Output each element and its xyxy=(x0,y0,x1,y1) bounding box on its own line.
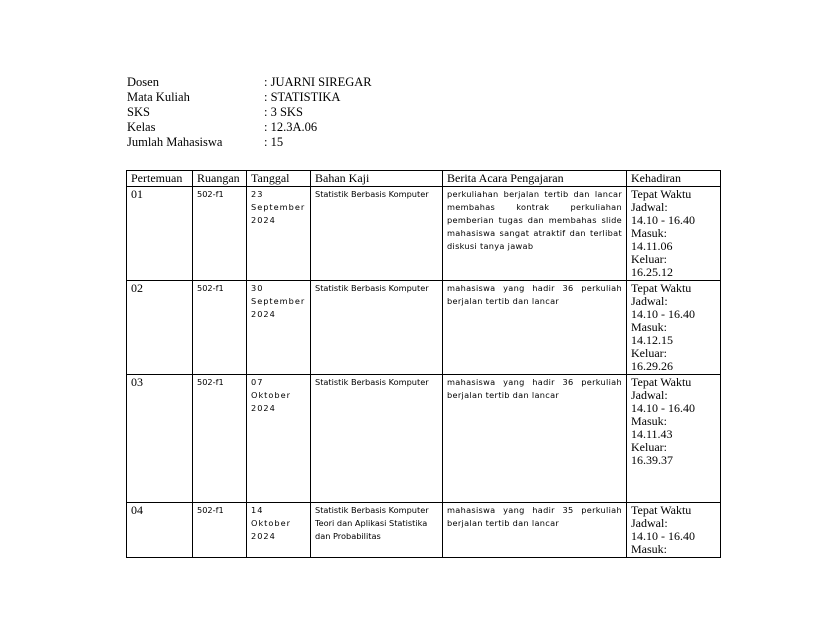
cell-tanggal xyxy=(247,503,311,558)
date-day: 23 xyxy=(251,189,264,199)
info-value: : 15 xyxy=(264,135,284,149)
kehadiran-status: Tepat Waktu xyxy=(631,187,692,201)
bahan-line: Statistik Berbasis Komputer xyxy=(315,377,429,387)
kehadiran-status: Tepat Waktu xyxy=(631,375,692,389)
cell-ruangan: 502-f1 xyxy=(193,281,247,375)
cell-kehadiran xyxy=(627,375,721,503)
date-month: Oktober xyxy=(251,390,292,400)
bahan-line: Statistik Berbasis Komputer xyxy=(315,189,429,199)
table-header-row xyxy=(127,171,721,187)
kehadiran-line: Masuk: xyxy=(631,414,667,428)
info-value: : 12.3A.06 xyxy=(264,120,318,134)
header-bahan-kaji: Bahan Kaji xyxy=(311,171,443,187)
date-day: 14 xyxy=(251,505,264,515)
cell-berita-acara: mahasiswa yang hadir 36 perkuliah berjalan tertib dan lancar xyxy=(443,375,627,503)
info-label: Mata Kuliah xyxy=(127,90,190,104)
bahan-line: Statistik Berbasis Komputer xyxy=(315,283,429,293)
date-day: 07 xyxy=(251,377,264,387)
cell-ruangan: 502-f1 xyxy=(193,187,247,281)
cell-berita-acara: perkuliahan berjalan tertib dan lancar membahas kontrak perkuliahan pemberian tugas dan membahas slide mahasiswa sangat atraktif dan terlibat diskusi tanya jawab xyxy=(443,187,627,281)
header-berita-acara: Berita Acara Pengajaran xyxy=(443,171,627,187)
table-row xyxy=(127,503,721,558)
kehadiran-status: Tepat Waktu xyxy=(631,281,692,295)
kehadiran-line: 14.11.06 xyxy=(631,239,673,253)
cell-ruangan: 502-f1 xyxy=(193,503,247,558)
header-ruangan: Ruangan xyxy=(193,171,247,187)
cell-tanggal xyxy=(247,187,311,281)
kehadiran-line: Jadwal: xyxy=(631,388,668,402)
cell-tanggal xyxy=(247,281,311,375)
date-month: September xyxy=(251,202,306,212)
table-row xyxy=(127,375,721,503)
info-label: Kelas xyxy=(127,120,156,134)
table-row xyxy=(127,187,721,281)
header-pertemuan: Pertemuan xyxy=(127,171,193,187)
cell-kehadiran xyxy=(627,281,721,375)
cell-ruangan: 502-f1 xyxy=(193,375,247,503)
info-value: : JUARNI SIREGAR xyxy=(264,75,372,89)
header-tanggal: Tanggal xyxy=(247,171,311,187)
bahan-line: Statistik Berbasis Komputer xyxy=(315,505,429,515)
kehadiran-line: 14.10 - 16.40 xyxy=(631,401,695,415)
kehadiran-line: Masuk: xyxy=(631,320,667,334)
info-row-jumlah-mahasiswa xyxy=(127,135,372,150)
kehadiran-line: 14.11.43 xyxy=(631,427,673,441)
cell-pertemuan: 02 xyxy=(127,281,193,375)
kehadiran-line: Keluar: xyxy=(631,252,667,266)
cell-kehadiran xyxy=(627,187,721,281)
date-year: 2024 xyxy=(251,531,276,541)
info-row-mata-kuliah xyxy=(127,90,372,105)
kehadiran-line: 14.10 - 16.40 xyxy=(631,529,695,543)
cell-bahan-kaji xyxy=(311,503,443,558)
bahan-line: Teori dan Aplikasi Statistika xyxy=(315,518,428,528)
kehadiran-status: Tepat Waktu xyxy=(631,503,692,517)
kehadiran-line: 14.10 - 16.40 xyxy=(631,213,695,227)
date-year: 2024 xyxy=(251,215,276,225)
date-month: September xyxy=(251,296,306,306)
info-label: Dosen xyxy=(127,75,159,89)
info-row-dosen xyxy=(127,75,372,90)
cell-pertemuan: 01 xyxy=(127,187,193,281)
kehadiran-line: Masuk: xyxy=(631,226,667,240)
kehadiran-line: 16.29.26 xyxy=(631,359,673,373)
cell-tanggal xyxy=(247,375,311,503)
info-value: : STATISTIKA xyxy=(264,90,341,104)
cell-berita-acara: mahasiswa yang hadir 35 perkuliah berjalan tertib dan lancar xyxy=(443,503,627,558)
course-info xyxy=(127,75,372,150)
kehadiran-line: 14.10 - 16.40 xyxy=(631,307,695,321)
info-row-sks xyxy=(127,105,372,120)
cell-berita-acara: mahasiswa yang hadir 36 perkuliah berjalan tertib dan lancar xyxy=(443,281,627,375)
date-year: 2024 xyxy=(251,403,276,413)
header-kehadiran: Kehadiran xyxy=(627,171,721,187)
cell-kehadiran xyxy=(627,503,721,558)
cell-pertemuan: 03 xyxy=(127,375,193,503)
table-row xyxy=(127,281,721,375)
kehadiran-line: Keluar: xyxy=(631,440,667,454)
date-month: Oktober xyxy=(251,518,292,528)
kehadiran-line: Jadwal: xyxy=(631,200,668,214)
info-row-kelas xyxy=(127,120,372,135)
cell-bahan-kaji xyxy=(311,281,443,375)
date-day: 30 xyxy=(251,283,264,293)
cell-bahan-kaji xyxy=(311,187,443,281)
bahan-line: dan Probabilitas xyxy=(315,531,381,541)
cell-bahan-kaji xyxy=(311,375,443,503)
kehadiran-line: Jadwal: xyxy=(631,294,668,308)
info-value: : 3 SKS xyxy=(264,105,303,119)
attendance-table xyxy=(126,170,721,558)
kehadiran-line: Jadwal: xyxy=(631,516,668,530)
kehadiran-line: 16.25.12 xyxy=(631,265,673,279)
date-year: 2024 xyxy=(251,309,276,319)
info-label: Jumlah Mahasiswa xyxy=(127,135,223,149)
kehadiran-line: 16.39.37 xyxy=(631,453,673,467)
kehadiran-line: Keluar: xyxy=(631,346,667,360)
cell-pertemuan: 04 xyxy=(127,503,193,558)
info-label: SKS xyxy=(127,105,150,119)
kehadiran-line: 14.12.15 xyxy=(631,333,673,347)
kehadiran-line: Masuk: xyxy=(631,542,667,556)
